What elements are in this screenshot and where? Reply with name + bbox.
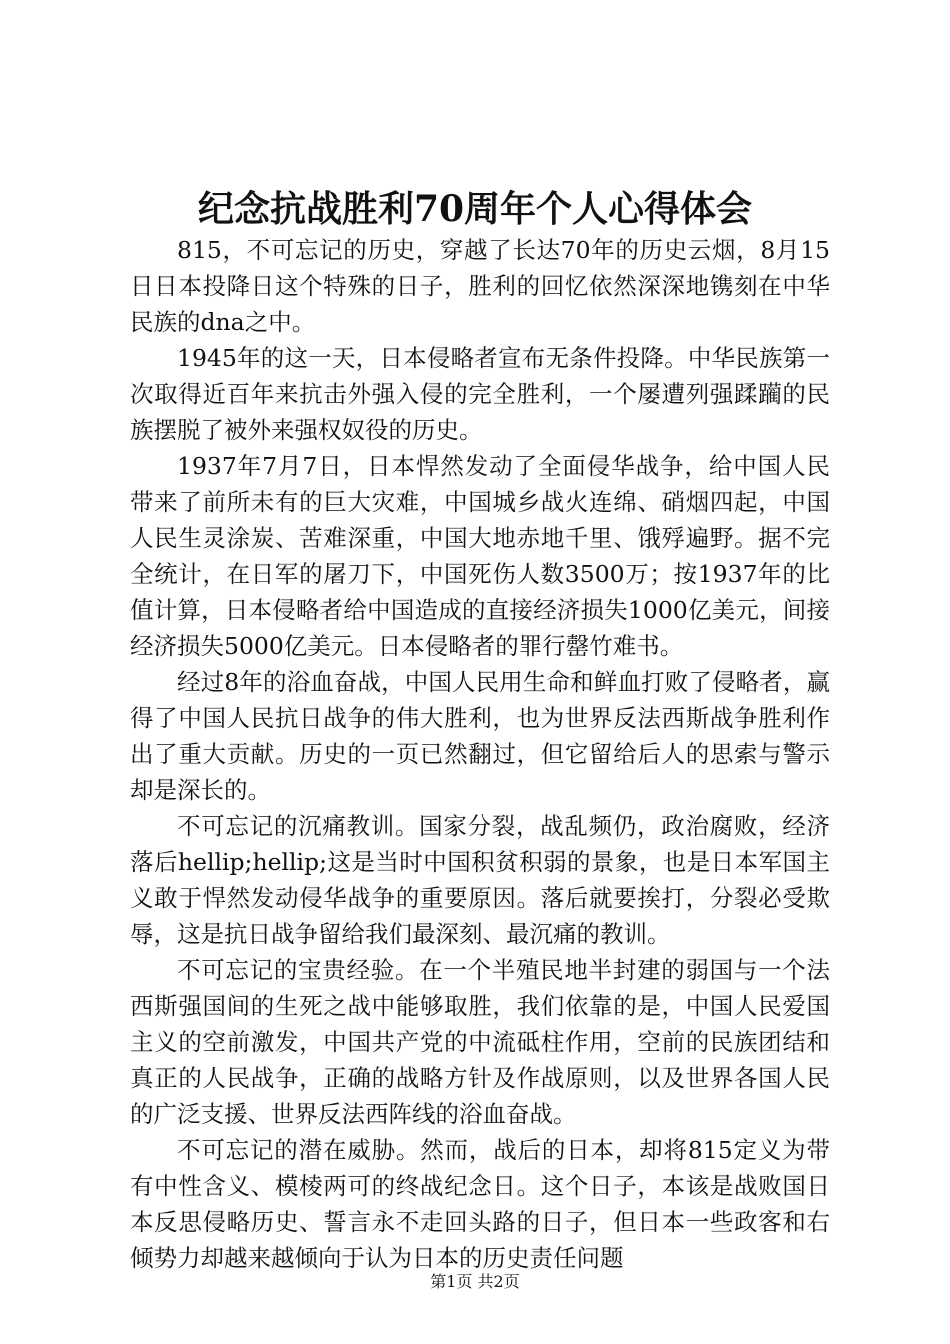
paragraph: 不可忘记的宝贵经验。在一个半殖民地半封建的弱国与一个法西斯强国间的生死之战中能够取胜，我们依靠的是，中国人民爱国主义的空前激发，中国共产党的中流砥柱作用，空前的民族团结和真正的人民战争，正确的战略方针及作战原则，以及世界各国人民的广泛支援、世界反法西阵线的浴血奋战。 xyxy=(130,956,830,1128)
paragraph: 815，不可忘记的历史，穿越了长达70年的历史云烟，8月15日日本投降日这个特殊的日子，胜利的回忆依然深深地镌刻在中华民族的dna之中。 xyxy=(130,236,830,336)
paragraph: 经过8年的浴血奋战，中国人民用生命和鲜血打败了侵略者，赢得了中国人民抗日战争的伟大胜利，也为世界反法西斯战争胜利作出了重大贡献。历史的一页已然翻过，但它留给后人的思索与警示却是深长的。 xyxy=(130,668,830,804)
page-footer: 第1页 共2页 xyxy=(430,1272,520,1291)
paragraph: 不可忘记的沉痛教训。国家分裂，战乱频仍，政治腐败，经济落后hellip;hellip;这是当时中国积贫积弱的景象，也是日本军国主义敢于悍然发动侵华战争的重要原因。落后就要挨打，分裂必受欺辱，这是抗日战争留给我们最深刻、最沉痛的教训。 xyxy=(130,812,830,948)
paragraph: 1945年的这一天，日本侵略者宣布无条件投降。中华民族第一次取得近百年来抗击外强入侵的完全胜利，一个屡遭列强蹂躏的民族摆脱了被外来强权奴役的历史。 xyxy=(130,344,830,444)
paragraph: 1937年7月7日，日本悍然发动了全面侵华战争，给中国人民带来了前所未有的巨大灾难，中国城乡战火连绵、硝烟四起，中国人民生灵涂炭、苦难深重，中国大地赤地千里、饿殍遍野。据不完全统计，在日军的屠刀下，中国死伤人数3500万；按1937年的比值计算，日本侵略者给中国造成的直接经济损失1000亿美元，间接经济损失5000亿美元。日本侵略者的罪行罄竹难书。 xyxy=(130,452,830,660)
document-body xyxy=(130,232,830,1276)
paragraph: 不可忘记的潜在威胁。然而，战后的日本，却将815定义为带有中性含义、模棱两可的终战纪念日。这个日子，本该是战败国日本反思侵略历史、誓言永不走回头路的日子，但日本一些政客和右倾势力却越来越倾向于认为日本的历史责任问题 xyxy=(130,1136,830,1272)
document-title: 纪念抗战胜利70周年个人心得体会 xyxy=(197,188,753,230)
